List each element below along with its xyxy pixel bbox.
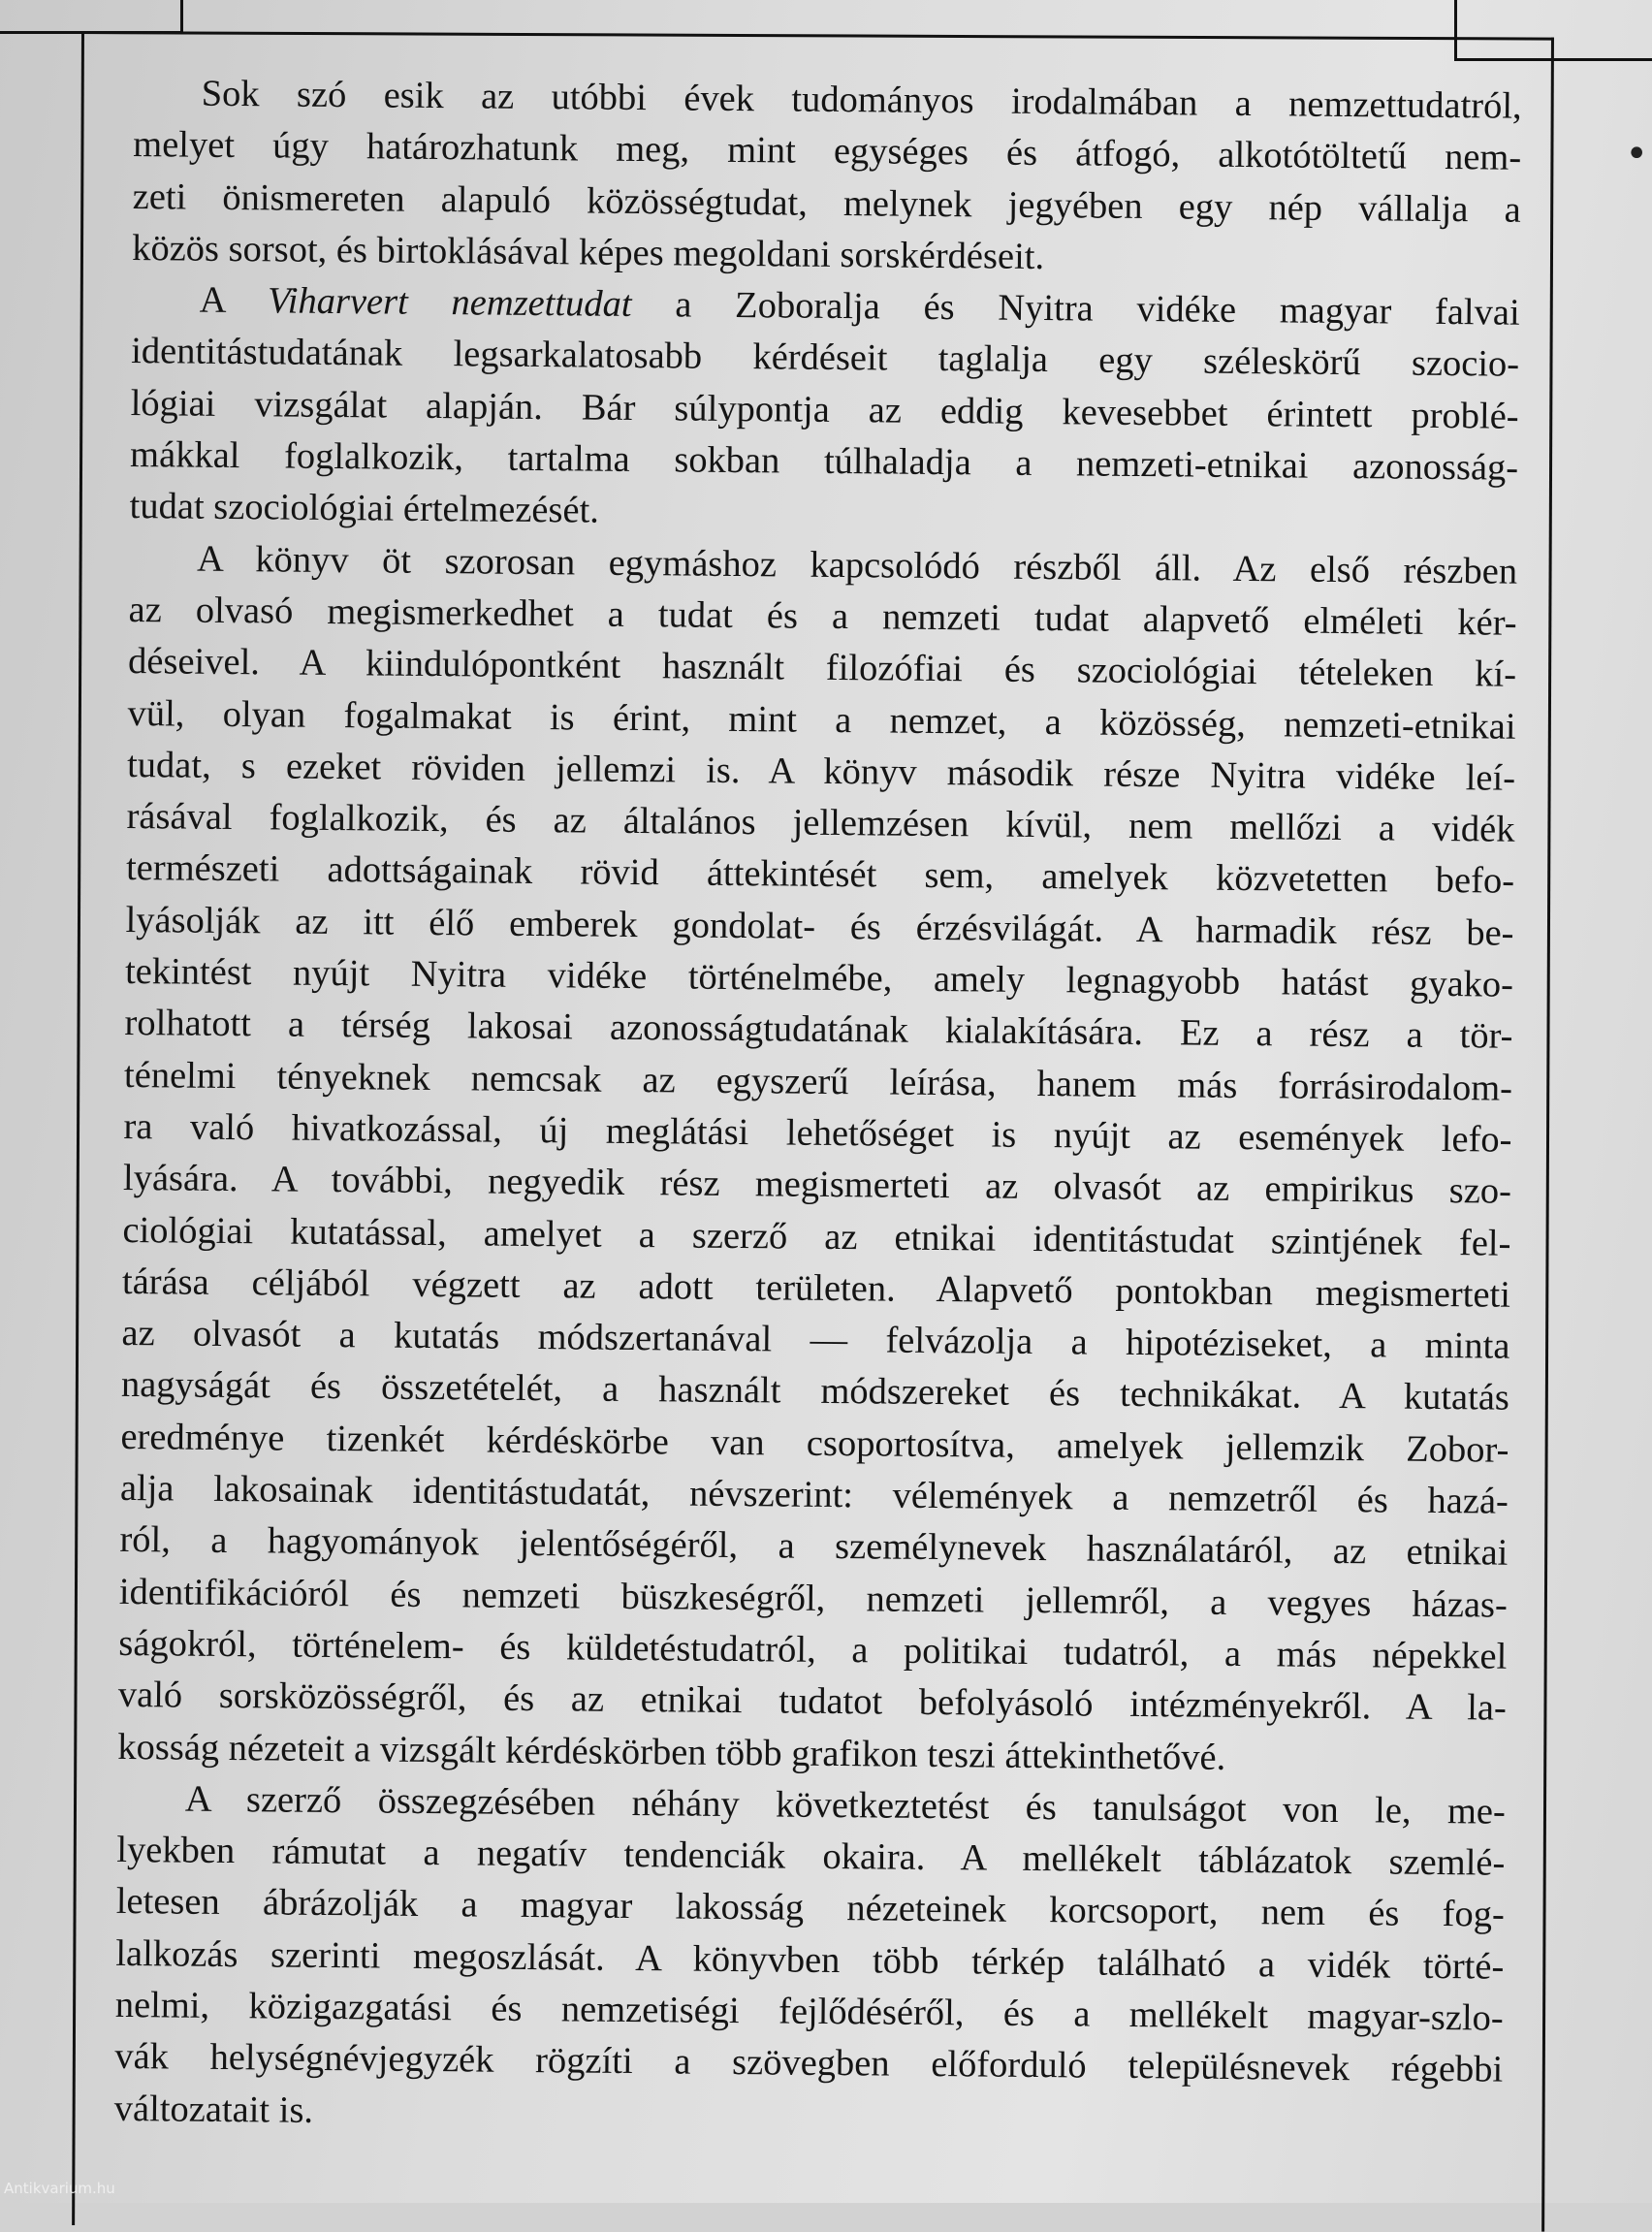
text-line: változatait is.	[113, 2088, 314, 2131]
text-line: tudat szociológiai értelmezését.	[129, 486, 600, 532]
text-line: ténelmi tényeknek nemcsak az egyszerű leírása, hanem más forrásirodalom-	[123, 1054, 1513, 1109]
text-line: lalkozás szerinti megoszlását. A könyvben több térkép található a vidék törté-	[115, 1932, 1505, 1988]
text-line: lyekben rámutat a negatív tendenciák okaira. A mellékelt táblázatok szemlé-	[116, 1830, 1506, 1884]
text-line: vül, olyan fogalmakat is érint, mint a nemzet, a közösség, nemzeti-etnikai	[127, 692, 1516, 748]
text-line: rásával foglalkozik, és az általános jellemzésen kívül, nem mellőzi a vidék	[126, 796, 1515, 850]
text-line: lógiai vizsgálat alapján. Bár súlypontja az eddig kevesebbet érintett problé-	[130, 382, 1519, 437]
text-line: ra való hivatkozással, új meglátási lehetőséget is nyújt az események lefo-	[123, 1105, 1512, 1161]
watermark: Antikvarium.hu	[4, 2180, 115, 2197]
frame-corner-top-left	[0, 0, 183, 34]
text-line: identitástudatának legsarkalatosabb kérdéseit taglalja egy széleskörű szocio-	[130, 331, 1520, 386]
text-line: természeti adottságainak rövid áttekintését sem, amelyek közvetetten befo-	[125, 847, 1515, 903]
text-line: melyet úgy határozhatunk meg, mint egységes és átfogó, alkotótöltetű nem-	[133, 124, 1522, 179]
text-line: letesen ábrázolják a magyar lakosság nézeteinek korcsoport, nem és fog-	[115, 1881, 1505, 1936]
paragraph	[132, 68, 1522, 288]
text-line: rolhatott a térség lakosai azonosságtudatának kialakítására. Ez a rész a tör-	[124, 1003, 1513, 1058]
paragraph	[114, 1773, 1507, 2149]
text-line: lyásolják az itt élő emberek gondolat- és érzésvilágát. A harmadik rész be-	[125, 899, 1514, 954]
paragraph	[129, 274, 1519, 546]
text-line: A könyv öt szorosan egymáshoz kapcsolódó részből áll. Az első részben	[196, 538, 1518, 592]
text-line: kosság nézeteit a vizsgált kérdéskörben több grafikon teszi áttekinthetővé.	[117, 1726, 1226, 1778]
text-line: eredménye tizenkét kérdéskörbe van csoportosítva, amelyek jellemzik Zobor-	[120, 1416, 1509, 1471]
text-line: közös sorsot, és birtoklásával képes megoldani sorskérdéseit.	[132, 227, 1045, 277]
text-line: nelmi, közigazgatási és nemzetiségi fejlődéséről, és a mellékelt magyar-szlo-	[114, 1984, 1504, 2039]
text-line: nagyságát és összetételét, a használt módszereket és technikákat. A kutatás	[120, 1364, 1510, 1419]
text-line: alja lakosainak identitástudatát, névszerint: vélemények a nemzetről és hazá-	[119, 1467, 1509, 1522]
text-line: tekintést nyújt Nyitra vidéke történelmébe, amely legnagyobb hatást gyako-	[124, 951, 1514, 1005]
text-line: tudat, s ezeket röviden jellemzi is. A könyv második része Nyitra vidéke leí-	[126, 744, 1516, 799]
text-line: identifikációról és nemzeti büszkeségről, nemzeti jellemről, a vegyes házas-	[118, 1571, 1509, 1626]
text-line: lyására. A további, negyedik rész megismerteti az olvasót az empirikus szo-	[122, 1158, 1512, 1212]
text-line: ságokról, történelem- és küldetéstudatról, a politikai tudatról, a más népekkel	[118, 1622, 1508, 1677]
book-title: Viharvert nemzettudat	[267, 280, 632, 326]
text-line: való sorsközösségről, és az etnikai tudatot befolyásoló intézményekről. A la-	[117, 1674, 1508, 1729]
text-line: az olvasót a kutatás módszertanával — felvázolja a hipotéziseket, a minta	[121, 1313, 1510, 1367]
text-line: Sok szó esik az utóbbi évek tudományos irodalmában a nemzettudatról,	[201, 73, 1522, 127]
paragraph	[117, 533, 1517, 1787]
text-line: mákkal foglalkozik, tartalma sokban túlhaladja a nemzeti-etnikai azonosság-	[129, 434, 1519, 489]
text-line: ciológiai kutatással, amelyet a szerző az etnikai identitástudat szintjének fel-	[122, 1209, 1511, 1264]
text-line: ról, a hagyományok jelentőségéről, a személynevek használatáról, az etnikai	[119, 1519, 1509, 1574]
text-line: A szerző összegzésében néhány következtetést és tanulságot von le, me-	[184, 1778, 1507, 1833]
text-line: zeti önismereten alapuló közösségtudat, melynek jegyében egy nép vállalja a	[132, 175, 1521, 231]
text-line: A Viharvert nemzettudat a Zoboralja és Nyitra vidéke magyar falvai	[199, 279, 1520, 334]
text-line: vák helységnévjegyzék rögzíti a szövegben előforduló településnevek régebbi	[114, 2036, 1504, 2090]
margin-mark: •	[1625, 132, 1648, 176]
body-text	[114, 68, 1522, 2149]
text-line: déseivel. A kiindulópontként használt filozófiai és szociológiai tételeken kí-	[127, 641, 1517, 695]
text-line: az olvasó megismerkedhet a tudat és a nemzeti tudat alapvető elméleti kér-	[128, 589, 1517, 644]
text-line: tárása céljából végzett az adott területen. Alapvető pontokban megismerteti	[121, 1260, 1511, 1316]
